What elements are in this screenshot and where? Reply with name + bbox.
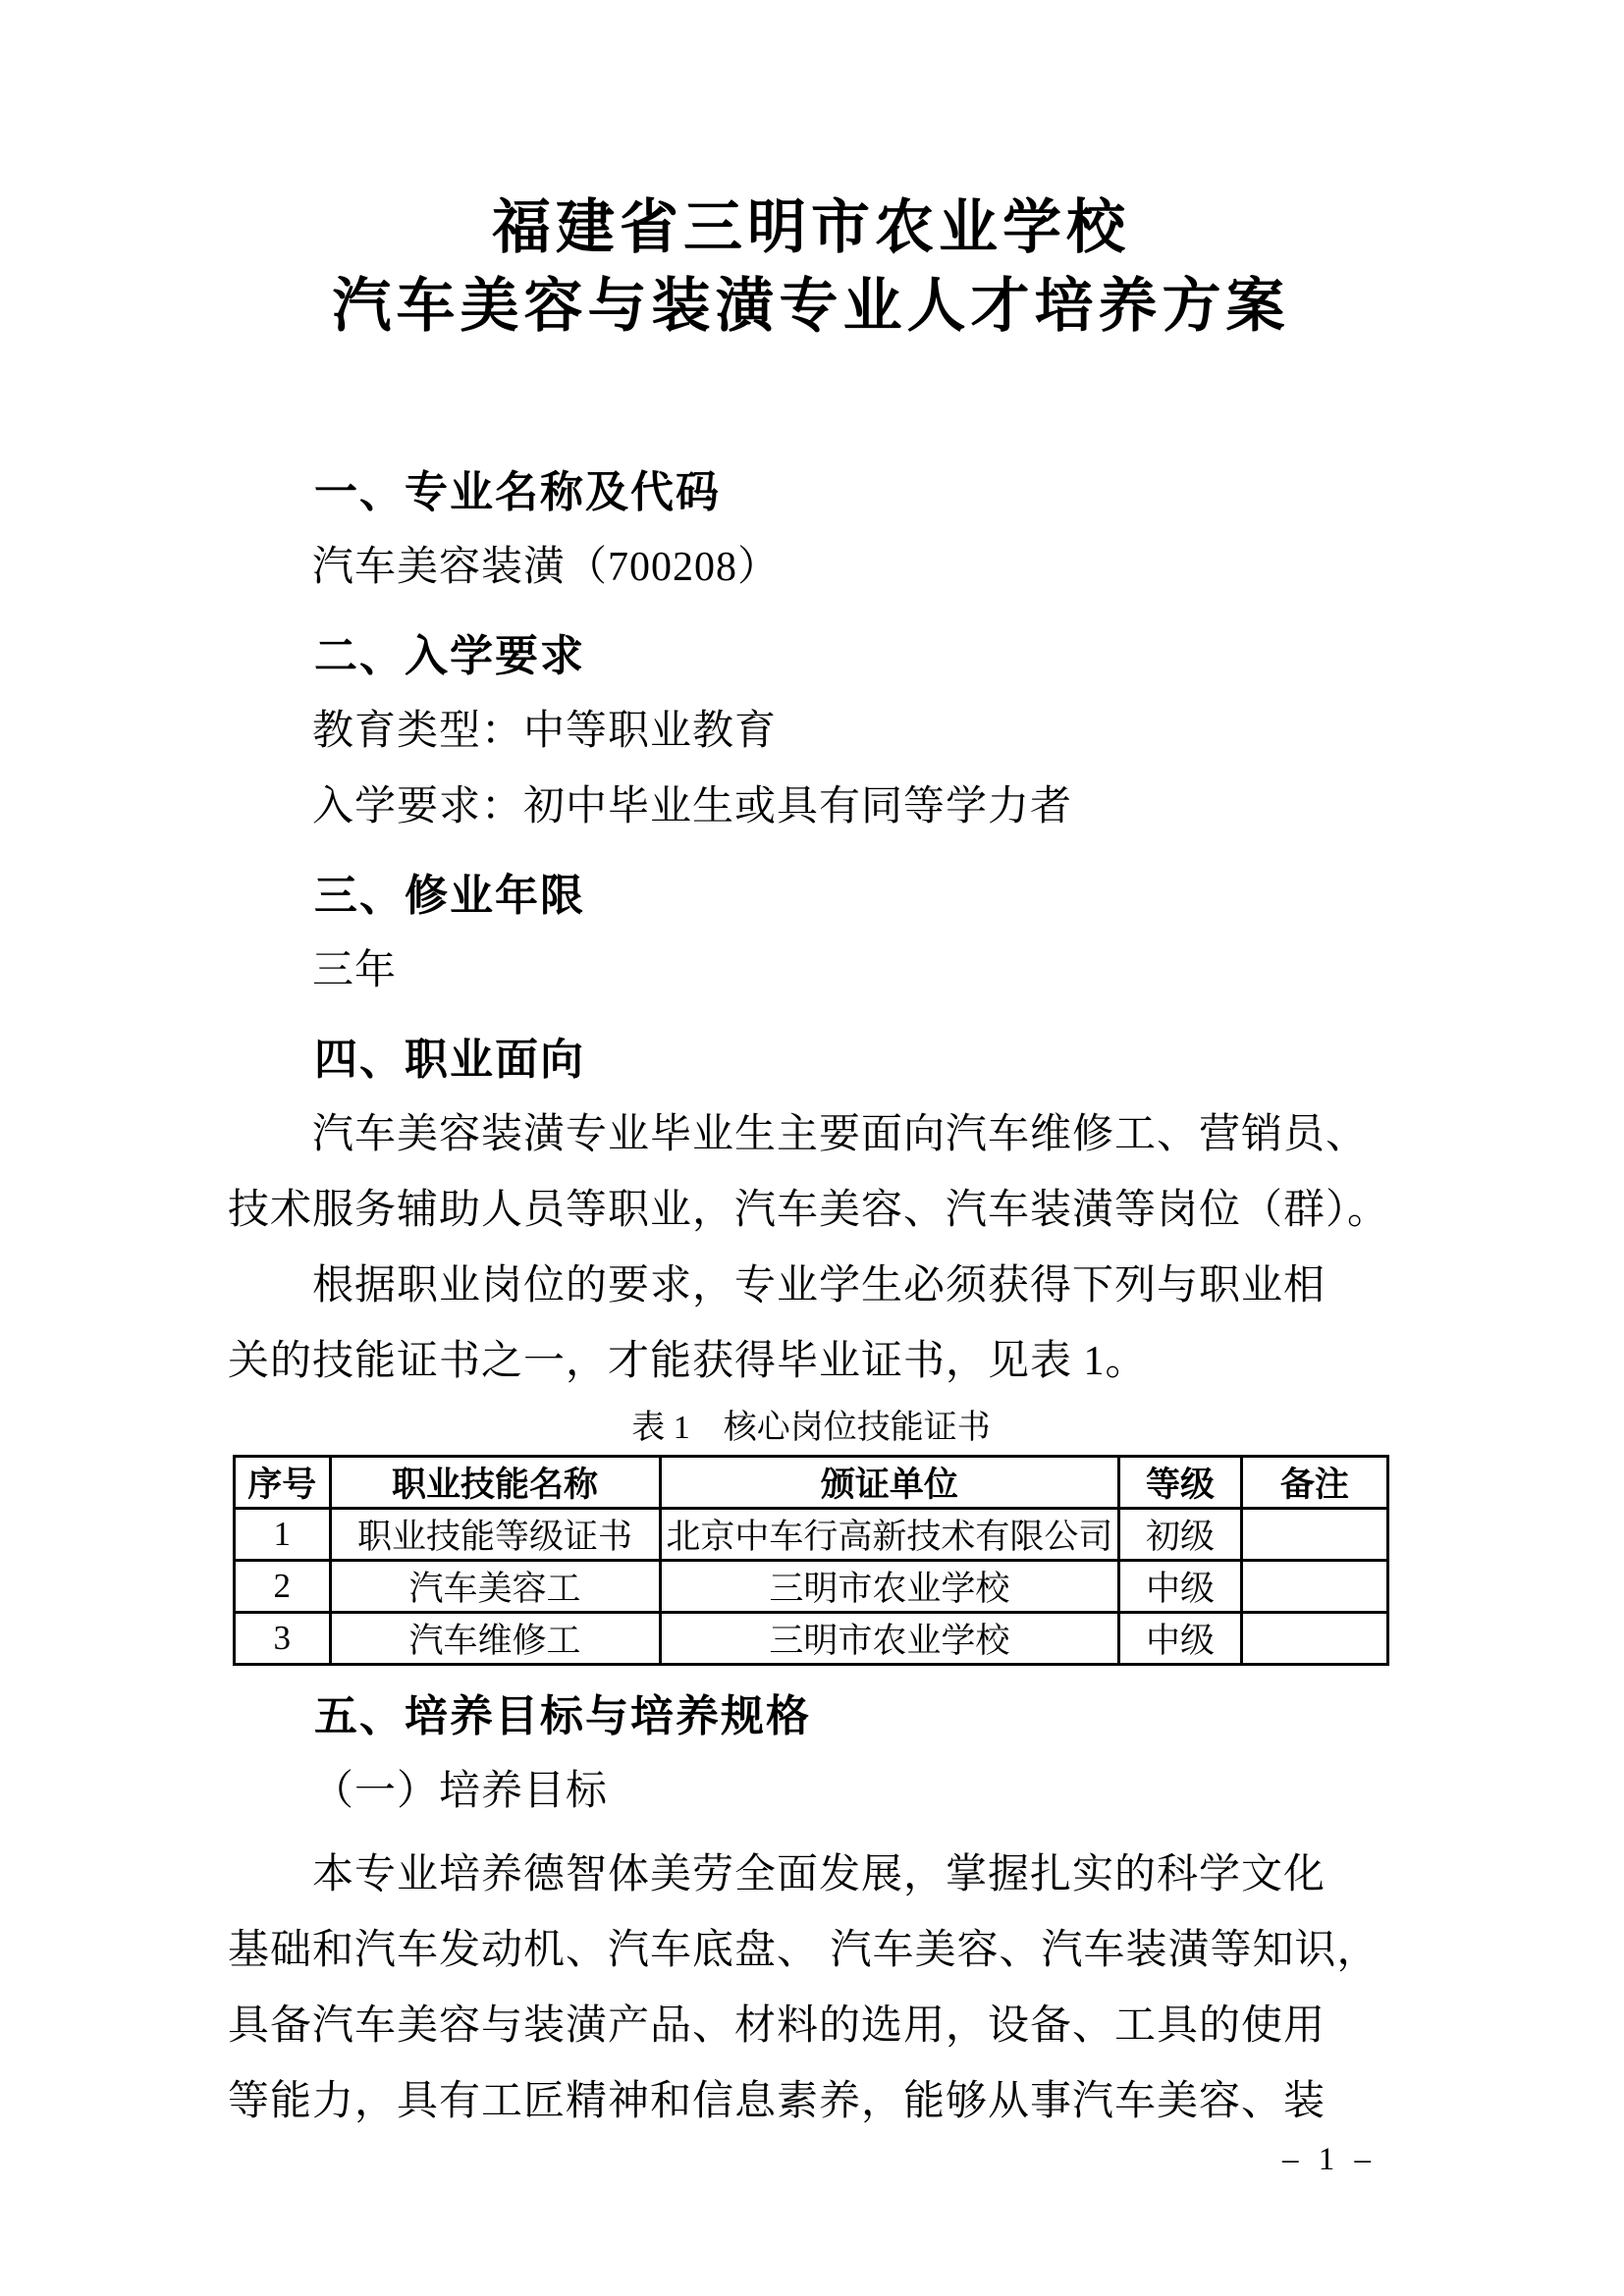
table-header-cell-index: 序号 (235, 1457, 331, 1509)
paragraph-line: 根据职业岗位的要求，专业学生必须获得下列与职业相 (312, 1263, 1326, 1308)
table-cell: 中级 (1119, 1613, 1242, 1665)
paragraph-line: 技术服务辅助人员等职业，汽车美容、汽车装潢等岗位（群）。 (228, 1188, 1390, 1233)
table-cell: 职业技能等级证书 (330, 1509, 660, 1561)
table-header-cell-skill-name: 职业技能名称 (330, 1457, 660, 1509)
table-cell: 3 (235, 1613, 331, 1665)
table-caption: 表 1 核心岗位技能证书 (631, 1410, 991, 1446)
table-cell: 三明市农业学校 (660, 1561, 1119, 1613)
table-cell: 1 (235, 1509, 331, 1561)
table-header-cell-issuer: 颁证单位 (660, 1457, 1119, 1509)
page-number: – 1 – (1282, 2142, 1377, 2177)
paragraph-line: 等能力，具有工匠精神和信息素养，能够从事汽车美容、装 (228, 2079, 1326, 2124)
section-1-heading: 一、专业名称及代码 (314, 468, 721, 516)
paragraph-line: 基础和汽车发动机、汽车底盘、 汽车美容、汽车装潢等知识， (228, 1928, 1380, 1973)
section-5-heading: 五、培养目标与培养规格 (314, 1692, 811, 1740)
section-2-heading: 二、入学要求 (314, 632, 585, 680)
table-cell: 汽车维修工 (330, 1613, 660, 1665)
table-header-cell-note: 备注 (1241, 1457, 1387, 1509)
table-header-row (235, 1457, 1388, 1509)
table-cell: 三明市农业学校 (660, 1613, 1119, 1665)
section-4-heading: 四、职业面向 (314, 1036, 585, 1084)
doc-title-line2: 汽车美容与装潢专业人才培养方案 (332, 273, 1290, 339)
document-content (228, 0, 1394, 2140)
table-cell: 初级 (1119, 1509, 1242, 1561)
paragraph-line: 本专业培养德智体美劳全面发展，掌握扎实的科学文化 (312, 1852, 1326, 1897)
table-cell: 2 (235, 1561, 331, 1613)
admission-requirement-line: 入学要求：初中毕业生或具有同等学力者 (312, 784, 1073, 829)
section-3-heading: 三、修业年限 (314, 872, 585, 920)
table-cell: 汽车美容工 (330, 1561, 660, 1613)
paragraph-line: 具备汽车美容与装潢产品、材料的选用，设备、工具的使用 (228, 2003, 1326, 2049)
section-1-text: 汽车美容装潢（700208） (312, 545, 781, 590)
skills-cert-table (233, 1455, 1389, 1666)
table-cell: 北京中车行高新技术有限公司 (660, 1509, 1119, 1561)
table-cell (1241, 1613, 1387, 1665)
table-row (235, 1561, 1388, 1613)
table-cell (1241, 1509, 1387, 1561)
table-row (235, 1613, 1388, 1665)
paragraph-line: 汽车美容装潢专业毕业生主要面向汽车维修工、营销员、 (312, 1112, 1369, 1157)
table-cell (1241, 1561, 1387, 1613)
study-duration-line: 三年 (312, 948, 398, 993)
paragraph-line: 关的技能证书之一，才能获得毕业证书，见表 1。 (228, 1339, 1148, 1384)
table-row (235, 1509, 1388, 1561)
table-cell: 中级 (1119, 1561, 1242, 1613)
doc-title (228, 188, 1394, 346)
doc-title-line1: 福建省三明市农业学校 (492, 194, 1130, 260)
section-5-subheading: （一）培养目标 (312, 1769, 609, 1814)
table-header-cell-level: 等级 (1119, 1457, 1242, 1509)
education-type-line: 教育类型：中等职业教育 (312, 709, 778, 754)
